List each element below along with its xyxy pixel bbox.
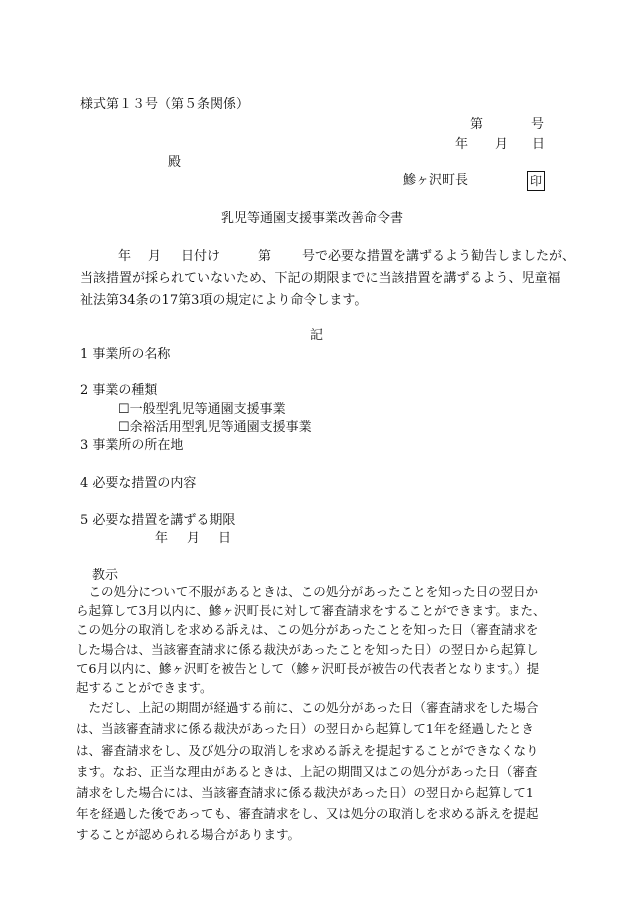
document-title: 乳児等通園支援事業改善命令書 — [221, 211, 404, 226]
notice-line: することが認められる場合があります。 — [76, 827, 301, 843]
intro-date-label: 日付け — [181, 249, 221, 264]
deadline-month: 月 — [187, 531, 201, 546]
date-day: 日 — [532, 137, 546, 152]
item-facility-name: 1 事業所の名称 — [80, 347, 171, 362]
notice-line: 年を経過した後であっても、審査請求をし、又は処分の取消しを求める訴えを提起 — [76, 806, 539, 822]
notice-line: 起することができます。 — [76, 680, 213, 696]
seal-mark: 印 — [527, 171, 545, 191]
intro-line2: 当該措置が採られていないため、下記の期限までに当該措置を講ずるよう、児童福 — [80, 271, 561, 286]
date-year: 年 — [455, 137, 469, 152]
notice-line: 請求をした場合には、当該審査請求に係る裁決があった日）の翌日から起算して1 — [76, 785, 534, 801]
doc-number-prefix: 第 — [470, 117, 484, 132]
intro-year: 年 — [118, 249, 132, 264]
notice-line: ら起算して3月以内に、鰺ヶ沢町長に対して審査請求をすることができます。また、 — [76, 603, 546, 619]
notice-heading: 教示 — [92, 568, 119, 583]
notice-line: は、当該審査請求に係る裁決があった日）の翌日から起算して1年を経過したとき — [76, 721, 534, 737]
option-general-type: ☐一般型乳児等通園支援事業 — [118, 402, 286, 417]
option-surplus-type: ☐余裕活用型乳児等通園支援事業 — [118, 420, 312, 435]
deadline-year: 年 — [155, 531, 169, 546]
notice-line: した場合は、当該審査請求に係る裁決があったことを知った日）の翌日から起算し — [76, 641, 539, 657]
ki-heading: 記 — [310, 328, 324, 343]
notice-line: て6月以内に、鰺ヶ沢町を被告として（鰺ヶ沢町長が被告の代表者となります。）提 — [76, 660, 540, 676]
item-business-type: 2 事業の種類 — [80, 383, 158, 398]
notice-line: この処分の取消しを求める訴えは、この処分があったことを知った日（審査請求を — [76, 622, 539, 638]
doc-number-suffix: 号 — [531, 117, 545, 132]
item-facility-address: 3 事業所の所在地 — [80, 438, 184, 453]
notice-line: ただし、上記の期間が経過する前に、この処分があった日（審査請求をした場合 — [76, 700, 539, 716]
item-deadline: 5 必要な措置を講ずる期限 — [80, 513, 236, 528]
item-required-measures: 4 必要な措置の内容 — [80, 476, 197, 491]
notice-line: ます。なお、正当な理由があるときは、上記の期間又はこの処分があった日（審査 — [76, 763, 538, 779]
issuer-name: 鰺ヶ沢町長 — [403, 173, 469, 188]
notice-body — [76, 582, 556, 845]
notice-line: この処分について不服があるときは、この処分があったことを知った日の翌日か — [76, 584, 539, 599]
date-month: 月 — [495, 137, 509, 152]
notice-line: は、審査請求をし、及び処分の取消しを求める訴えを提起することができなくなり — [76, 742, 539, 758]
intro-month: 月 — [148, 249, 162, 264]
intro-line3: 祉法第34条の17第3項の規定により命令します。 — [80, 293, 368, 308]
deadline-day: 日 — [218, 531, 232, 546]
form-number: 様式第１３号（第５条関係） — [80, 97, 250, 112]
intro-line1-rest: 号で必要な措置を講ずるよう勧告しましたが、 — [302, 249, 576, 264]
addressee-suffix: 殿 — [168, 155, 182, 170]
intro-number-prefix: 第 — [258, 249, 272, 264]
